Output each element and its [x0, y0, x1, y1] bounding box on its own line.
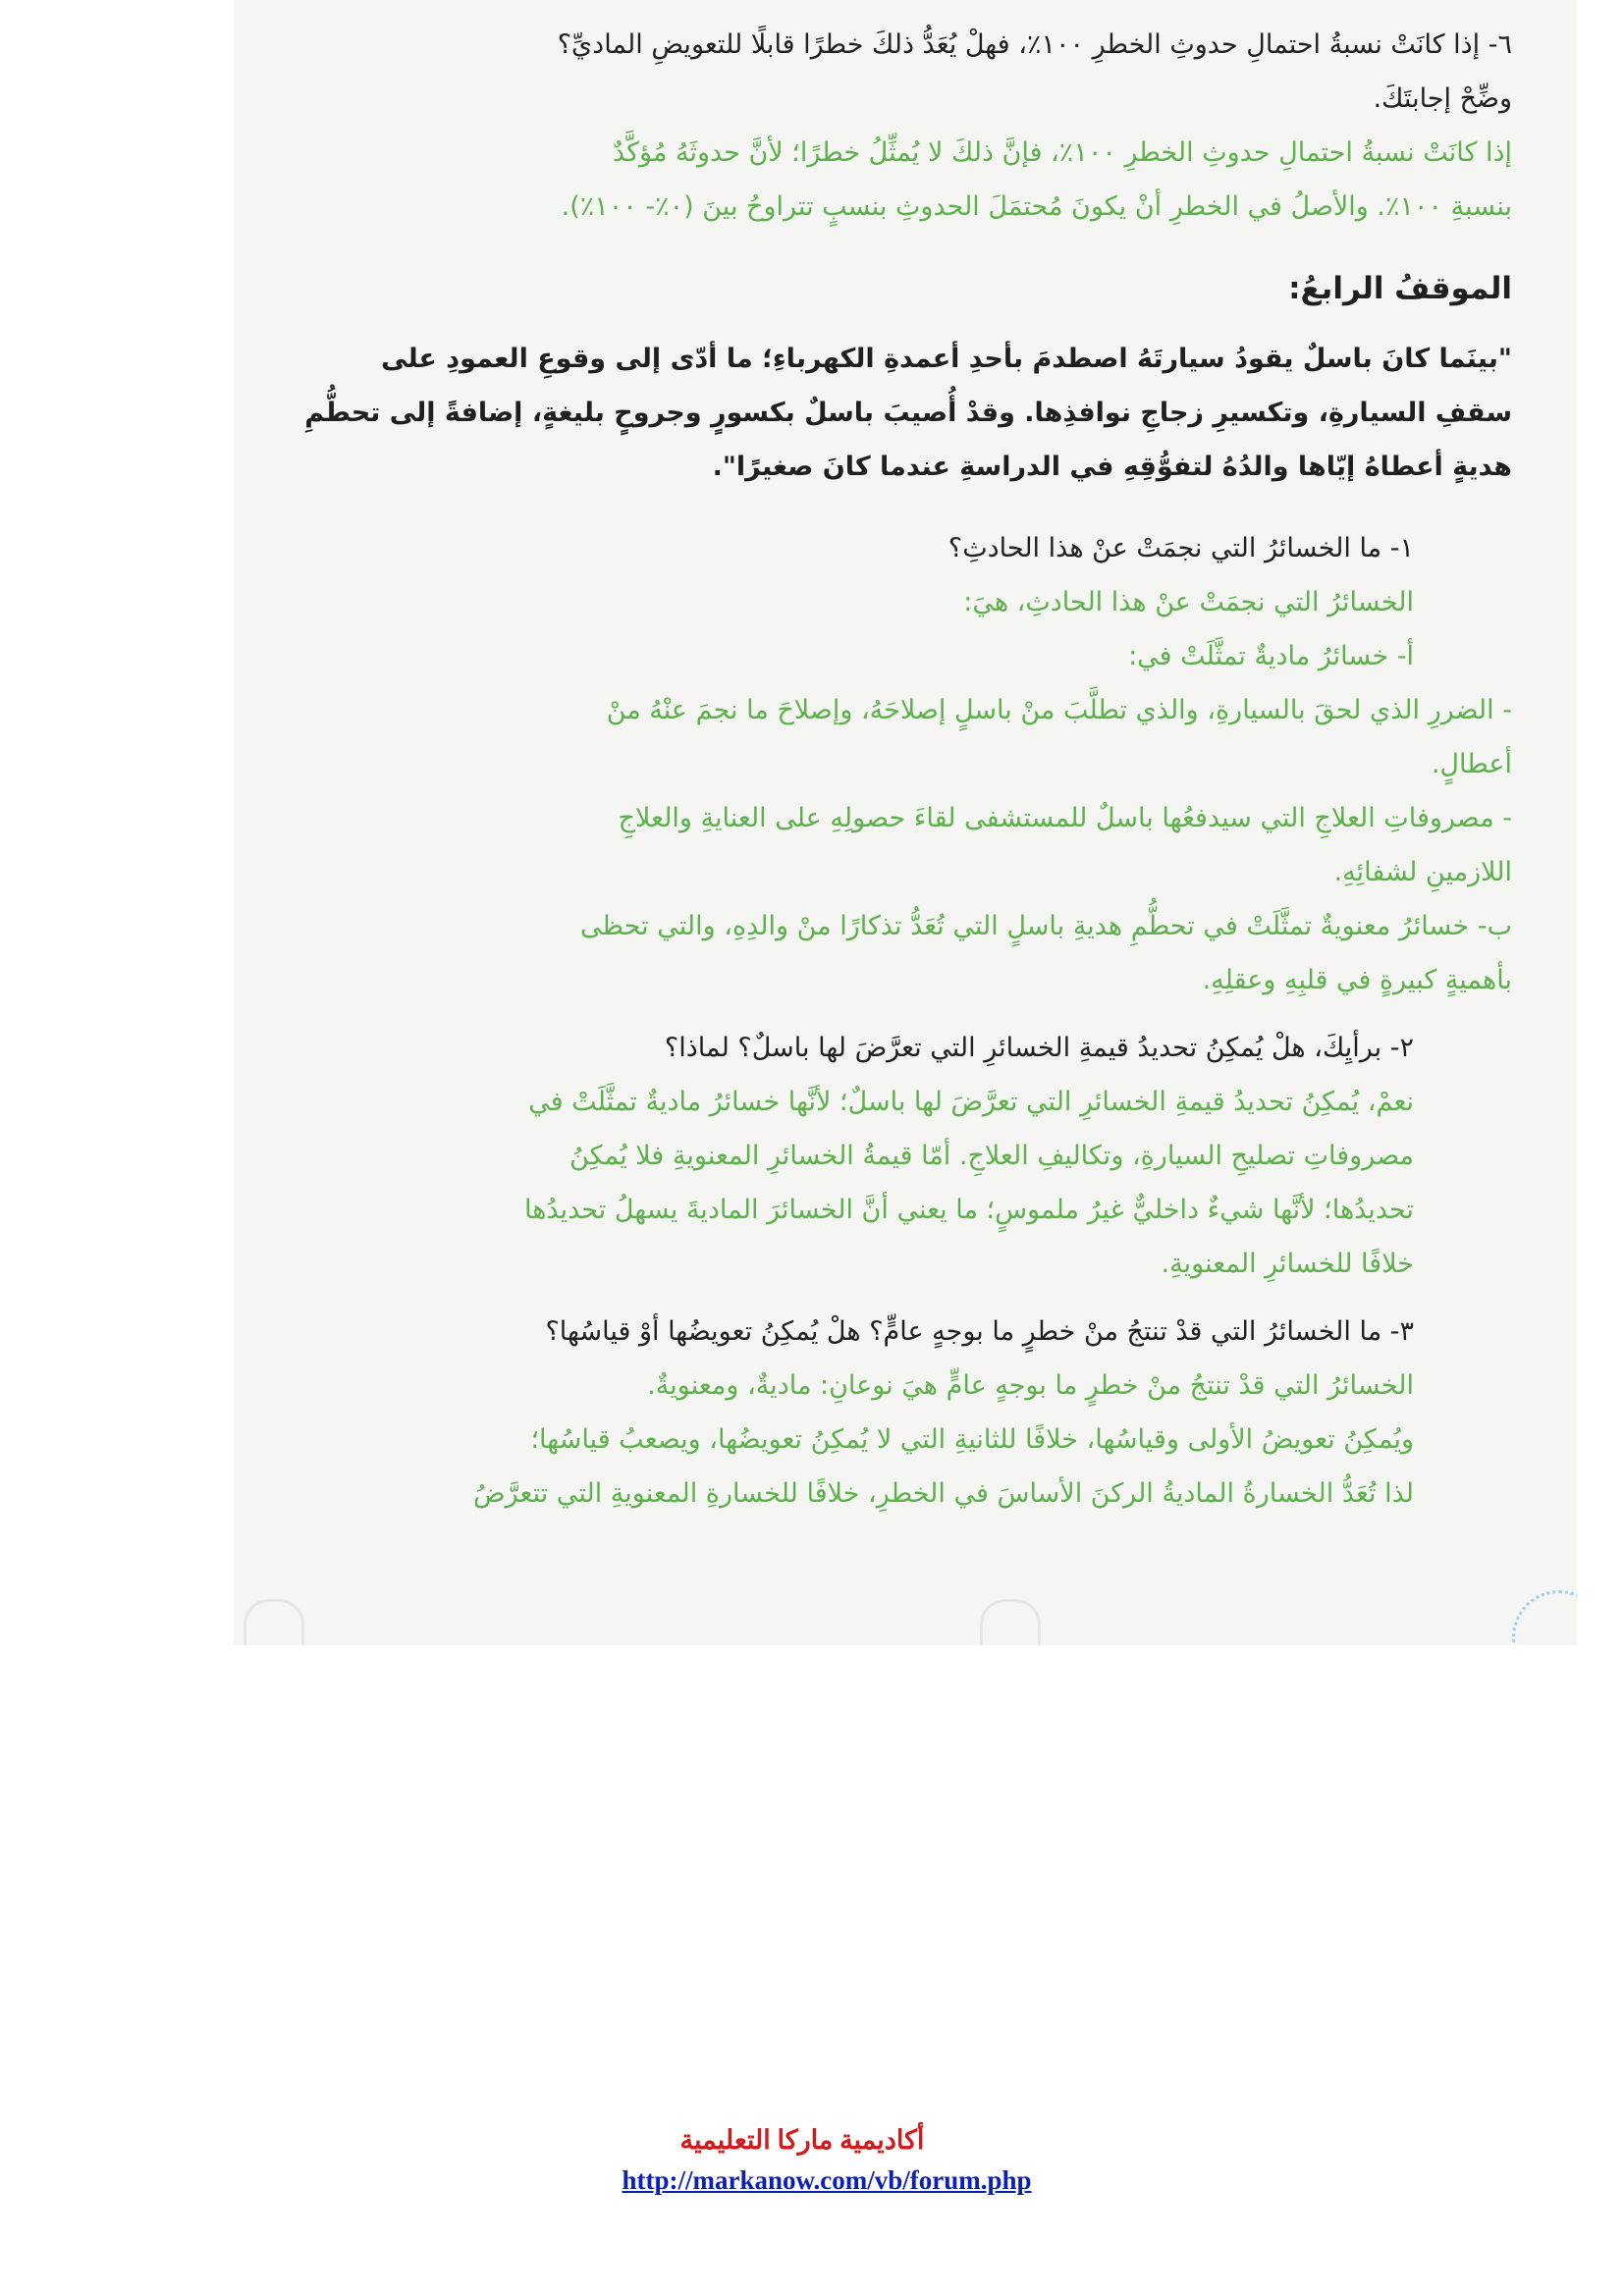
answer-line: مصروفاتِ تصليحِ السيارةِ، وتكاليفِ العلاجِ. أمّا قيمةُ الخسائرِ المعنويةِ فلا يُمكِنُ	[569, 1141, 1414, 1171]
answer-line: أ- خسائرُ ماديةٌ تمثَّلَتْ في:	[1128, 641, 1414, 671]
answer-line: لذا تُعَدُّ الخسارةُ الماديةُ الركنَ الأساسَ في الخطرِ، خلافًا للخسارةِ المعنويةِ التي تتعرَّضُ	[473, 1478, 1414, 1509]
question-1: ١- ما الخسائرُ التي نجمَتْ عنْ هذا الحادثِ؟	[947, 533, 1414, 563]
answer-line: ويُمكِنُ تعويضُ الأولى وقياسُها، خلافًا للثانيةِ التي لا يُمكِنُ تعويضُها، ويصعبُ قياسُها؛	[530, 1424, 1414, 1455]
academy-name: أكاديمية ماركا التعليمية	[679, 2125, 925, 2155]
answer-line: أعطالٍ.	[1431, 749, 1512, 779]
question-2-block	[285, 1021, 1512, 1291]
q6-answer-line-1: إذا كانَتْ نسبةُ احتمالِ حدوثِ الخطرِ ١٠٠٪، فإنَّ ذلكَ لا يُمثِّلُ خطرًا؛ لأنَّ حدوثَهُ مُؤكَّدٌ	[612, 137, 1512, 168]
answer-line: الخسائرُ التي نجمَتْ عنْ هذا الحادثِ، هيَ:	[963, 587, 1414, 617]
answer-line: اللازمينِ لشفائِهِ.	[1333, 857, 1512, 887]
answer-line: - مصروفاتِ العلاجِ التي سيدفعُها باسلٌ للمستشفى لقاءَ حصولِهِ على العنايةِ والعلاجِ	[618, 803, 1512, 833]
answer-line: تحديدُها؛ لأنَّها شيءٌ داخليٌّ غيرُ ملموسٍ؛ ما يعني أنَّ الخسائرَ الماديةَ يسهلُ تحديدُها	[523, 1195, 1414, 1225]
lock-icon	[980, 1599, 1041, 1645]
question-2: ٢- برأيِكَ، هلْ يُمكِنُ تحديدُ قيمةِ الخسائرِ التي تعرَّضَ لها باسلٌ؟ لماذا؟	[664, 1033, 1414, 1063]
lock-icon	[244, 1599, 304, 1645]
answer-line: ب- خسائرُ معنويةٌ تمثَّلَتْ في تحطُّمِ هديةِ باسلٍ التي تُعَدُّ تذكارًا منْ والدِهِ، والتي تحظى	[580, 911, 1512, 941]
page-content	[285, 18, 1512, 1521]
answer-line: - الضررِ الذي لحقَ بالسيارةِ، والذي تطلَّبَ منْ باسلٍ إصلاحَهُ، وإصلاحَ ما نجمَ عنْهُ منْ	[606, 695, 1512, 725]
situation-heading: الموقفُ الرابعُ:	[1288, 271, 1512, 306]
answer-line: خلافًا للخسائرِ المعنويةِ.	[1161, 1249, 1414, 1279]
answer-line: نعمْ، يُمكِنُ تحديدُ قيمةِ الخسائرِ التي تعرَّضَ لها باسلٌ؛ لأنَّها خسائرُ ماديةٌ تمثَّلَتْ في	[528, 1087, 1414, 1117]
answer-line: الخسائرُ التي قدْ تنتجُ منْ خطرٍ ما بوجهٍ عامٍّ هيَ نوعانِ: ماديةٌ، ومعنويةٌ.	[647, 1370, 1414, 1401]
q6-question-line-2: وضِّحْ إجابتَكَ.	[1373, 83, 1512, 114]
q6-block	[285, 18, 1512, 234]
forum-link[interactable]: http://markanow.com/vb/forum.php	[622, 2165, 1032, 2195]
textbook-page	[234, 0, 1577, 1645]
situation-line-3: هديةٍ أعطاهُ إيّاها والدُهُ لتفوُّقِهِ في الدراسةِ عندما كانَ صغيرًا".	[712, 452, 1512, 482]
q6-answer-line-2: بنسبةِ ١٠٠٪. والأصلُ في الخطرِ أنْ يكونَ مُحتمَلَ الحدوثِ بنسبٍ تتراوحُ بينَ (٠٪- ١٠٠٪).	[561, 191, 1512, 222]
dotted-circle-decoration	[1512, 1590, 1577, 1645]
situation-line-2: سقفِ السيارةِ، وتكسيرِ زجاجِ نوافذِها. وقدْ أُصيبَ باسلٌ بكسورٍ وجروحٍ بليغةٍ، إضافةً إلى تحطُّمِ	[304, 398, 1512, 428]
q6-question-line-1: ٦- إذا كانَتْ نسبةُ احتمالِ حدوثِ الخطرِ ١٠٠٪، فهلْ يُعَدُّ ذلكَ خطرًا قابلًا للتعويضِ الماديِّ؟	[557, 29, 1512, 60]
question-1-block	[285, 521, 1512, 1007]
page-footer	[0, 2125, 1624, 2196]
question-3-block	[285, 1305, 1512, 1521]
situation-text	[285, 332, 1512, 494]
question-3: ٣- ما الخسائرُ التي قدْ تنتجُ منْ خطرٍ ما بوجهٍ عامٍّ؟ هلْ يُمكِنُ تعويضُها أوْ قياسُها؟	[545, 1316, 1414, 1347]
page-bottom-decoration	[234, 1594, 1577, 1645]
answer-line: بأهميةٍ كبيرةٍ في قلبِهِ وعقلِهِ.	[1202, 965, 1512, 995]
situation-line-1: "بينَما كانَ باسلٌ يقودُ سيارتَهُ اصطدمَ بأحدِ أعمدةِ الكهرباءِ؛ ما أدّى إلى وقوعِ العمودِ على	[381, 344, 1512, 374]
